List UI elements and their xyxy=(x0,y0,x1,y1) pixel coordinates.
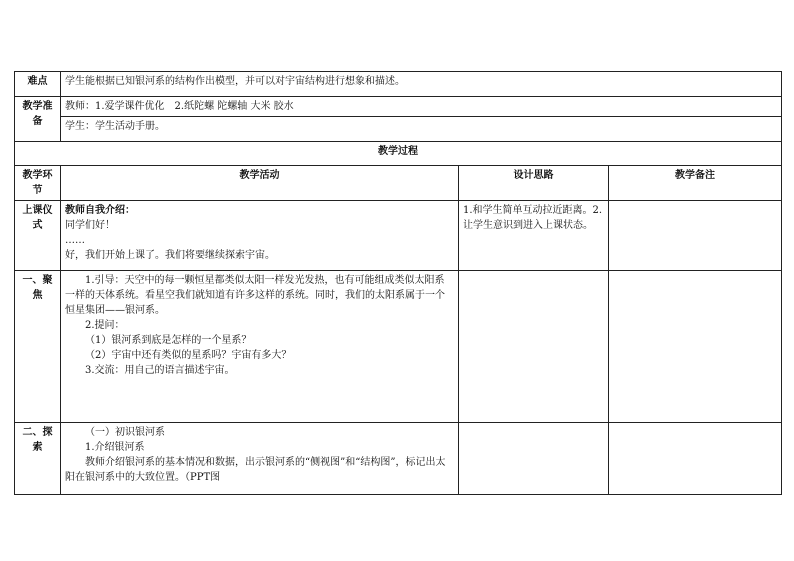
notes-cell xyxy=(609,201,782,271)
design-cell: 1.和学生简单互动拉近距离。2.让学生意识到进入上课状态。 xyxy=(459,201,609,271)
activity-line: （一）初识银河系 xyxy=(85,427,165,438)
activity-cell xyxy=(61,423,459,495)
activity-line: 1.介绍银河系 xyxy=(85,442,145,453)
prep-student-row xyxy=(15,117,782,142)
column-header-row xyxy=(15,166,782,201)
process-title-row xyxy=(15,142,782,166)
activity-line: 同学们好！ xyxy=(65,220,115,231)
activity-line: 3.交流：用自己的语言描述宇宙。 xyxy=(85,365,235,376)
table-row xyxy=(15,271,782,423)
prep-label: 教学准备 xyxy=(15,97,61,142)
prep-teacher-row xyxy=(15,97,782,117)
notes-cell xyxy=(609,423,782,495)
col-header-design: 设计思路 xyxy=(459,166,609,201)
activity-line: （1）银河系到底是怎样的一个星系？ xyxy=(85,335,252,346)
stage-cell: 二、探索 xyxy=(15,423,61,495)
activity-cell xyxy=(61,271,459,423)
difficulty-text: 学生能根据已知银河系的结构作出模型，并可以对宇宙结构进行想象和描述。 xyxy=(61,72,782,97)
table-row xyxy=(15,423,782,495)
activity-line: 好，我们开始上课了。我们将要继续探索宇宙。 xyxy=(65,250,275,261)
activity-cell xyxy=(61,201,459,271)
activity-line: 教师自我介绍： xyxy=(65,205,135,216)
table-row xyxy=(15,201,782,271)
difficulty-label: 难点 xyxy=(15,72,61,97)
col-header-notes: 教学备注 xyxy=(609,166,782,201)
activity-line: …… xyxy=(65,235,85,246)
design-cell xyxy=(459,423,609,495)
stage-cell: 上课仪式 xyxy=(15,201,61,271)
stage-cell: 一、聚焦 xyxy=(15,271,61,423)
lesson-plan-table xyxy=(14,71,782,495)
notes-cell xyxy=(609,271,782,423)
col-header-stage: 教学环节 xyxy=(15,166,61,201)
activity-line: 1.引导：天空中的每一颗恒星都类似太阳一样发光发热，也有可能组成类似太阳系一样的天体系统。看星空我们就知道有许多这样的系统。同时，我们的太阳系属于一个恒星集团——银河系。 xyxy=(65,275,445,316)
prep-teacher-text: 教师：1.爱学课件优化 2.纸陀螺 陀螺轴 大米 胶水 xyxy=(61,97,782,117)
col-header-activity: 教学活动 xyxy=(61,166,459,201)
activity-line: 教师介绍银河系的基本情况和数据，出示银河系的“侧视图”和“结构图”，标记出太阳在银河系中的大致位置。（PPT图 xyxy=(65,457,446,483)
process-title: 教学过程 xyxy=(15,142,782,166)
design-cell xyxy=(459,271,609,423)
activity-line: 2.提问： xyxy=(85,320,125,331)
difficulty-row xyxy=(15,72,782,97)
activity-line: （2）宇宙中还有类似的星系吗？宇宙有多大？ xyxy=(85,350,292,361)
prep-student-text: 学生：学生活动手册。 xyxy=(61,117,782,142)
